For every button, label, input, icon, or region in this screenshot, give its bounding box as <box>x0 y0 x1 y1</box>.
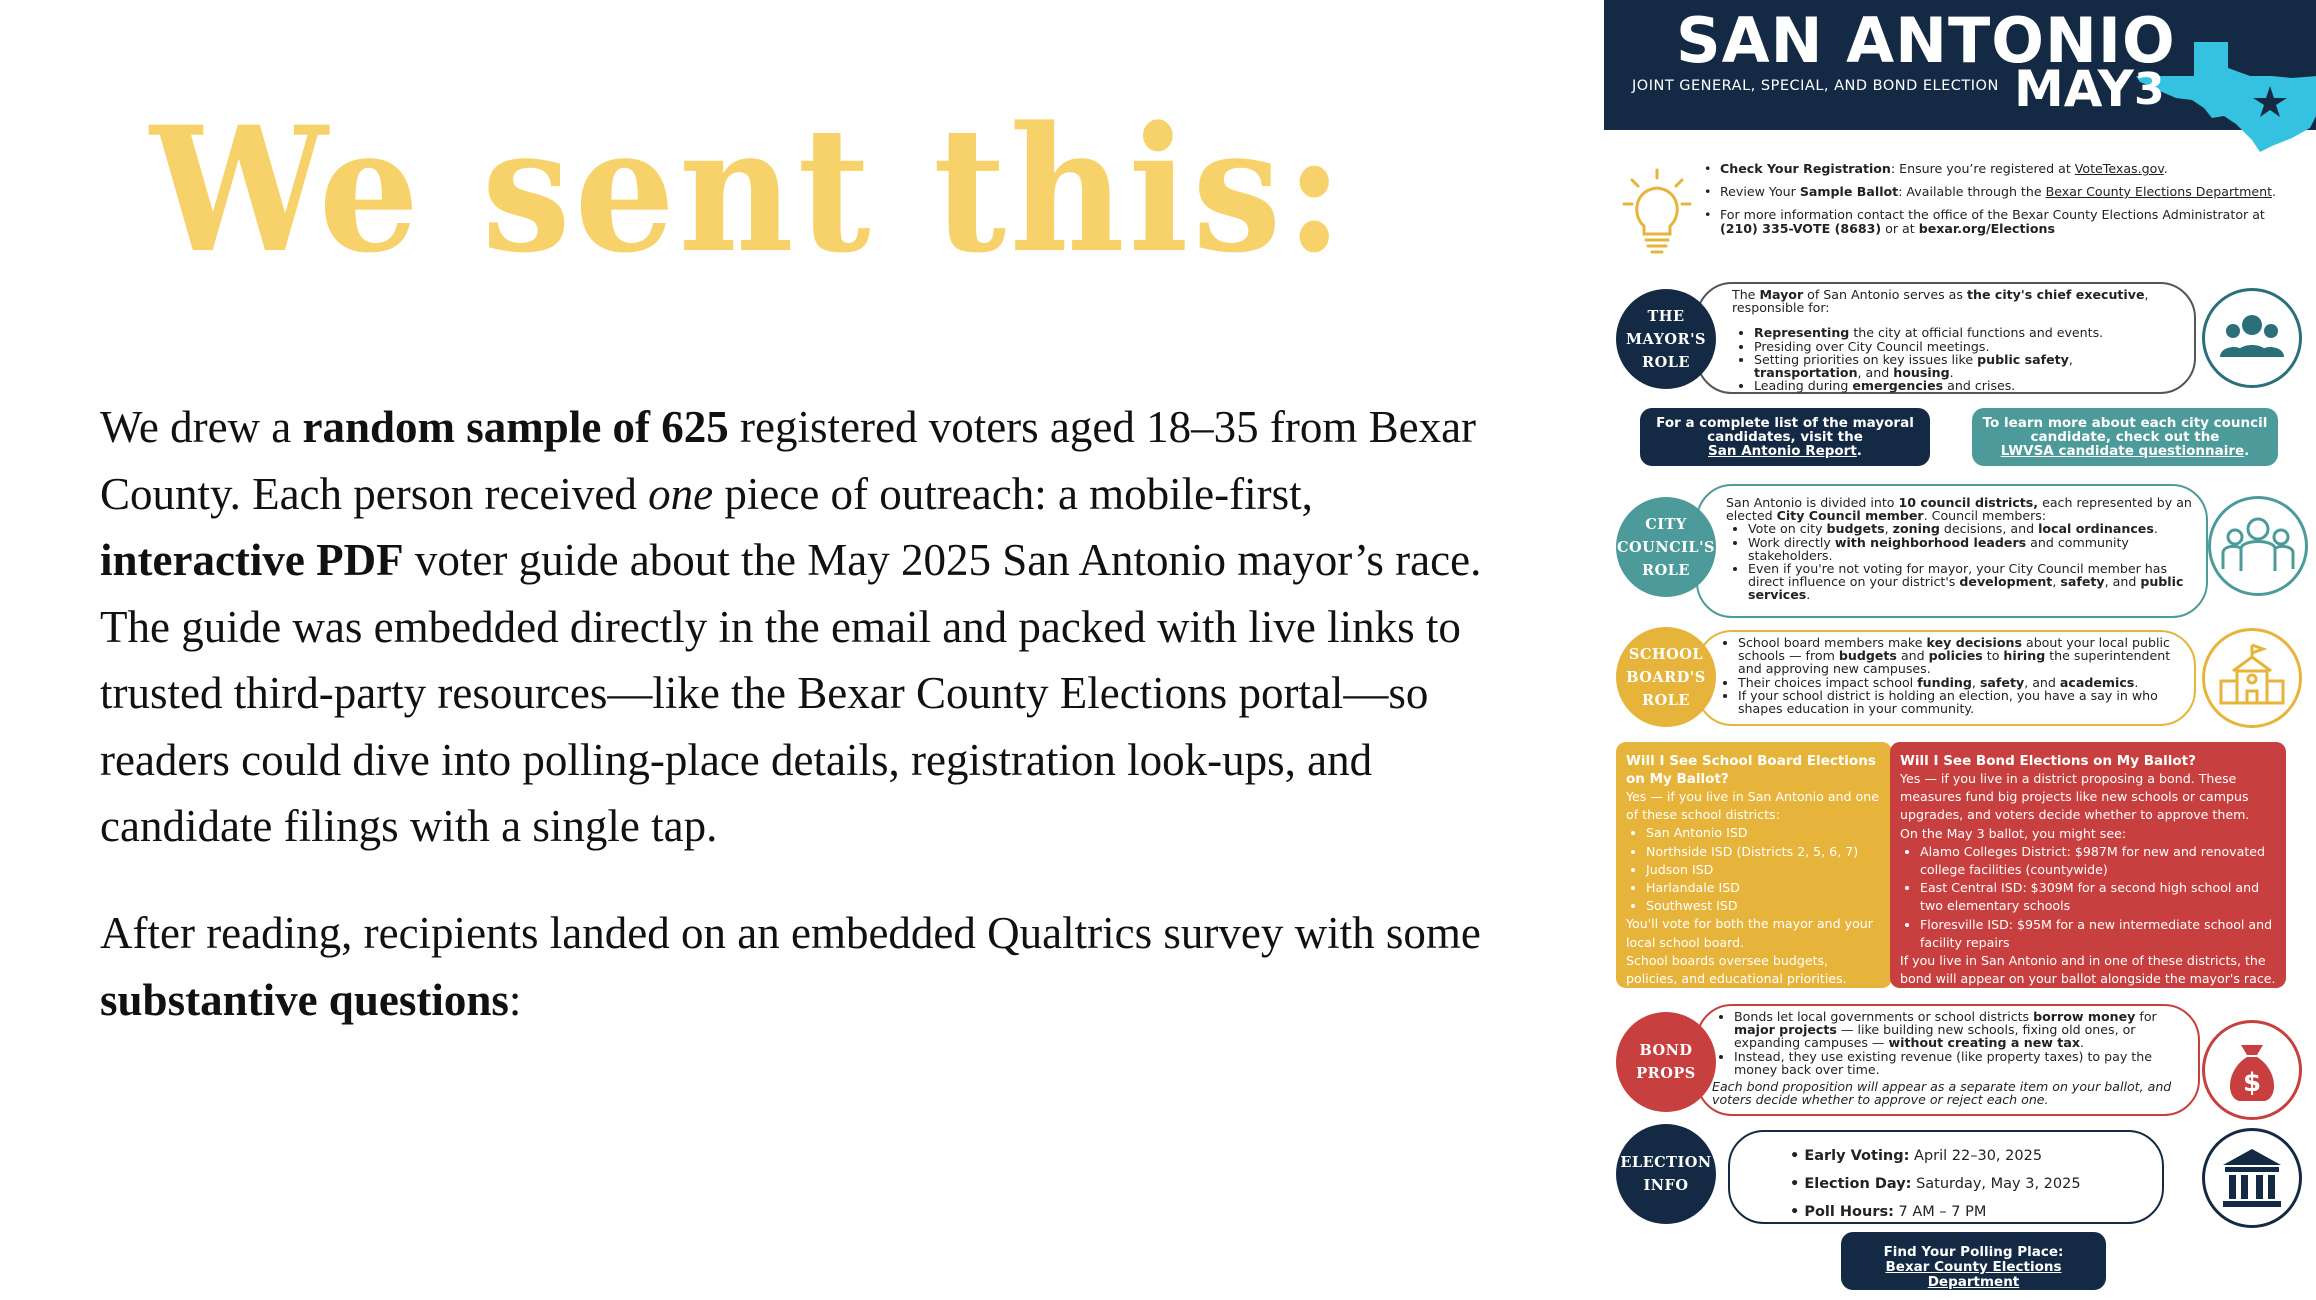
list-item: • San Antonio ISD <box>1646 824 1882 842</box>
list-item: • Southwest ISD <box>1646 897 1882 915</box>
bond-box-heading: Will I See Bond Elections on My Ballot? <box>1900 753 2196 769</box>
council-link-text: To learn more about each city council candidate, check out the <box>1982 415 2268 445</box>
election-info-card <box>1728 1130 2164 1224</box>
election-row: • Early Voting: April 22–30, 2025 <box>1790 1148 2043 1164</box>
list-item: • East Central ISD: $309M for a second high school and two elementary schools <box>1920 879 2276 915</box>
people-group-icon <box>2202 288 2302 388</box>
school-board-role-label: SCHOOL BOARD'S ROLE <box>1616 627 1716 727</box>
tip-sample-ballot: • Review Your Sample Ballot: Available through the Bexar County Elections Department. <box>1704 185 2304 199</box>
lwvsa-questionnaire-link[interactable]: LWVSA candidate questionnaire <box>2000 443 2245 459</box>
council-bullet: • Even if you're not voting for mayor, your City Council member has direct influence on your district's development, safety, and public services. <box>1748 562 2198 602</box>
bond-list <box>1920 843 2276 952</box>
list-item: • Northside ISD (Districts 2, 5, 6, 7) <box>1646 843 1882 861</box>
guide-subtitle: JOINT GENERAL, SPECIAL, AND BOND ELECTION <box>1632 78 1999 94</box>
tip-contact: • For more information contact the office of the Bexar County Elections Administrator at (210) 335-VOTE (8683) or at bexar.org/Elections <box>1704 208 2304 236</box>
school-bullet: • School board members make key decisions about your local public schools — from budgets and policies to hiring the superintendent and approving new campuses. <box>1738 636 2186 676</box>
bond-props-card <box>1696 1004 2200 1116</box>
find-polling-place-link[interactable] <box>1841 1232 2106 1290</box>
council-role-label: CITY COUNCIL'S ROLE <box>1616 497 1716 597</box>
school-board-role-card <box>1696 630 2196 726</box>
bond-props-label: BOND PROPS <box>1616 1012 1716 1112</box>
mayor-role-label: THE MAYOR'S ROLE <box>1616 289 1716 389</box>
courthouse-icon <box>2202 1128 2302 1228</box>
school-board-elections-box <box>1616 742 1892 988</box>
money-bag-icon <box>2202 1020 2302 1120</box>
svg-text:$: $ <box>2242 1068 2262 1098</box>
mayor-role-card <box>1696 282 2196 394</box>
link-period: . <box>1856 443 1862 459</box>
council-intro: San Antonio is divided into 10 council districts, each represented by an elected City Council member. Council members: <box>1726 495 2192 524</box>
guide-title: SAN ANTONIO <box>1676 4 2176 77</box>
election-info-label: ELECTION INFO <box>1616 1124 1716 1224</box>
bond-bullet: • Instead, they use existing revenue (like property taxes) to pay the money back over time. <box>1734 1050 2190 1076</box>
survey-paragraph: After reading, recipients landed on an embedded Qualtrics survey with some substantive questions: <box>100 908 1481 1025</box>
election-row: • Election Day: Saturday, May 3, 2025 <box>1790 1176 2081 1192</box>
list-item: • Floresville ISD: $95M for a new intermediate school and facility repairs <box>1920 916 2276 952</box>
slide-headline: We sent this: <box>150 88 1348 291</box>
school-box-intro: Yes — if you live in San Antonio and one of these school districts: <box>1626 789 1879 823</box>
election-rows <box>1790 1142 2162 1226</box>
mayoral-candidates-link[interactable] <box>1640 408 1930 466</box>
bond-box-outro: If you live in San Antonio and in one of these districts, the bond will appear on your ballot alongside the mayor's race. <box>1900 953 2276 987</box>
lightbulb-icon <box>1622 168 1692 258</box>
school-bullet: • Their choices impact school funding, safety, and academics. <box>1738 676 2186 689</box>
polling-text: Find Your Polling Place: <box>1883 1244 2064 1260</box>
voter-guide-image <box>1604 0 2316 1300</box>
list-item: • Judson ISD <box>1646 861 1882 879</box>
mayor-intro: The Mayor of San Antonio serves as the city's chief executive, responsible for: <box>1732 287 2149 316</box>
council-candidates-link[interactable] <box>1972 408 2278 466</box>
bond-bullet: • Bonds let local governments or school districts borrow money for major projects — like building new schools, fixing old ones, or expanding campuses — without creating a new tax. <box>1734 1010 2190 1050</box>
council-bullet: • Vote on city budgets, zoning decisions, and local ordinances. <box>1748 522 2198 535</box>
mayor-bullet: • Presiding over City Council meetings. <box>1754 340 2174 353</box>
link-period: . <box>2244 443 2250 459</box>
election-row: • Poll Hours: 7 AM – 7 PM <box>1790 1204 1987 1220</box>
voting-tips-list <box>1704 162 2304 245</box>
schoolhouse-icon <box>2202 628 2302 728</box>
school-district-list <box>1646 824 1882 915</box>
bond-elections-box <box>1890 742 2286 988</box>
school-box-note: School boards oversee budgets, policies, and educational priorities. <box>1626 952 1847 987</box>
bexar-elections-link[interactable]: Bexar County Elections Department <box>1885 1259 2062 1290</box>
school-box-heading: Will I See School Board Elections on My Ballot? <box>1626 753 1876 787</box>
school-box-outro: You'll vote for both the mayor and your local school board. <box>1626 916 1873 950</box>
bond-box-intro2: On the May 3 ballot, you might see: <box>1900 825 2127 841</box>
bond-box-intro: Yes — if you live in a district proposing a bond. These measures fund big projects like new schools or campus upgrades, and voters decide whether to approve them. <box>1900 771 2250 823</box>
bond-note: Each bond proposition will appear as a separate item on your ballot, and voters decide whether to approve or reject each one. <box>1712 1079 2172 1108</box>
tip-registration: • Check Your Registration: Ensure you’re registered at VoteTexas.gov. <box>1704 162 2304 176</box>
mayor-bullet: • Setting priorities on key issues like public safety, transportation, and housing. <box>1754 353 2174 379</box>
mayoral-link-text: For a complete list of the mayoral candidates, visit the <box>1656 415 1914 445</box>
intro-paragraph: We drew a random sample of 625 registered voters aged 18–35 from Bexar County. Each person received one piece of outreach: a mobile-first, interactive PDF voter guide about the May 2025 San Antonio mayor’s race. The guide was embedded directly in the email and packed with live links to trusted third-party resources—like the Bexar County Elections portal—so readers could dive into polling-place details, registration look-ups, and candidate filings with a single tap. <box>100 402 1482 851</box>
council-bullet: • Work directly with neighborhood leaders and community stakeholders. <box>1748 536 2198 562</box>
council-role-card <box>1696 484 2208 618</box>
mayor-bullet: • Leading during emergencies and crises. <box>1754 379 2174 392</box>
guide-day: 3 <box>2134 64 2165 115</box>
list-item: • Alamo Colleges District: $987M for new and renovated college facilities (countywide) <box>1920 843 2276 879</box>
school-bullet: • If your school district is holding an election, you have a say in who shapes education in your community. <box>1738 689 2186 715</box>
people-outline-icon <box>2208 496 2308 596</box>
guide-month: MAY <box>2014 60 2134 118</box>
san-antonio-report-link[interactable]: San Antonio Report <box>1708 443 1857 459</box>
mayor-bullet: • Representing the city at official functions and events. <box>1754 326 2174 339</box>
list-item: • Harlandale ISD <box>1646 879 1882 897</box>
